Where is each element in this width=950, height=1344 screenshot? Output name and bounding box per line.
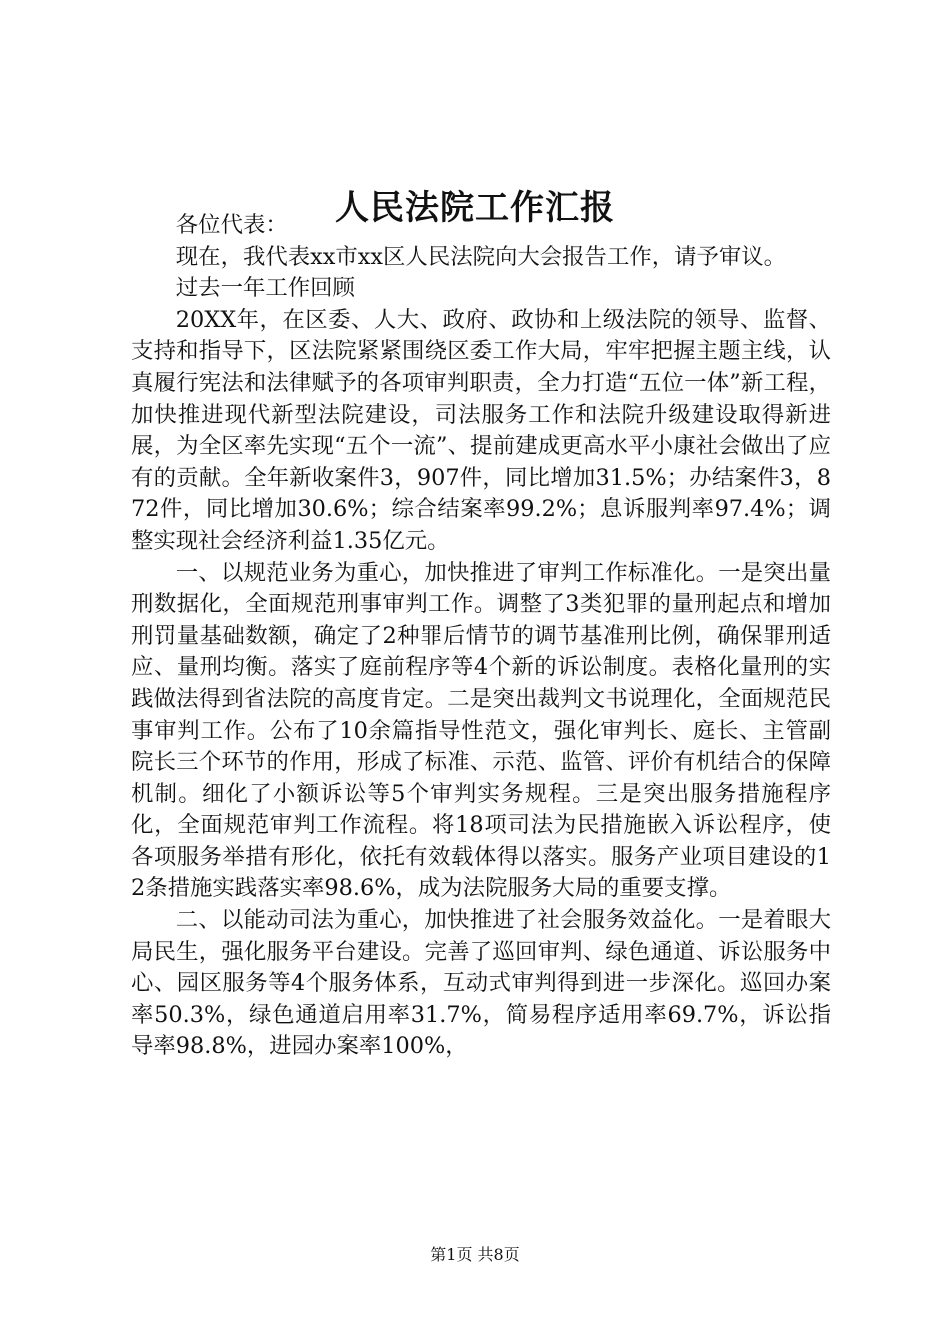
review-paragraph: 20XX年，在区委、人大、政府、政协和上级法院的领导、监督、支持和指导下，区法院紧紧围绕区委工作大局，牢牢把握主题主线，认真履行宪法和法律赋予的各项审判职责，全力打造“五位一体”新工程，加快推进现代新型法院建设，司法服务工作和法院升级建设取得新进展，为全区率先实现“五个一流”、提前建成更高水平小康社会做出了应有的贡献。全年新收案件3，907件，同比增加31.5%；办结案件3，872件，同比增加30.6%；综合结案率99.2%；息诉服判率97.4%；调整实现社会经济利益1.35亿元。 xyxy=(131,306,831,554)
salutation-paragraph: 各位代表： xyxy=(175,212,288,238)
document-title: 人民法院工作汇报 xyxy=(335,188,615,228)
point-two-paragraph: 二、以能动司法为重心，加快推进了社会服务效益化。一是着眼大局民生，强化服务平台建设。完善了巡回审判、绿色通道、诉讼服务中心、园区服务等4个服务体系，互动式审判得到进一步深化。巡回办案率50.3%，绿色通道启用率31.7%，简易程序适用率69.7%，诉讼指导率98.8%，进园办案率100%， xyxy=(131,907,831,1060)
page-footer: 第1页 共8页 xyxy=(430,1245,520,1264)
document-body xyxy=(131,210,831,1063)
point-one-paragraph: 一、以规范业务为重心，加快推进了审判工作标准化。一是突出量刑数据化，全面规范刑事审判工作。调整了3类犯罪的量刑起点和增加刑罚量基础数额，确定了2种罪后情节的调节基准刑比例，确保罪刑适应、量刑均衡。落实了庭前程序等4个新的诉讼制度。表格化量刑的实践做法得到省法院的高度肯定。二是突出裁判文书说理化，全面规范民事审判工作。公布了10余篇指导性范文，强化审判长、庭长、主管副院长三个环节的作用，形成了标准、示范、监管、评价有机结合的保障机制。细化了小额诉讼等5个审判实务规程。三是突出服务措施程序化，全面规范审判工作流程。将18项司法为民措施嵌入诉讼程序，使各项服务举措有形化，依托有效载体得以落实。服务产业项目建设的12条措施实践落实率98.6%，成为法院服务大局的重要支撑。 xyxy=(131,559,831,902)
section-heading: 过去一年工作回顾 xyxy=(175,275,355,302)
opening-paragraph: 现在，我代表xx市xx区人民法院向大会报告工作，请予审议。 xyxy=(175,243,787,270)
